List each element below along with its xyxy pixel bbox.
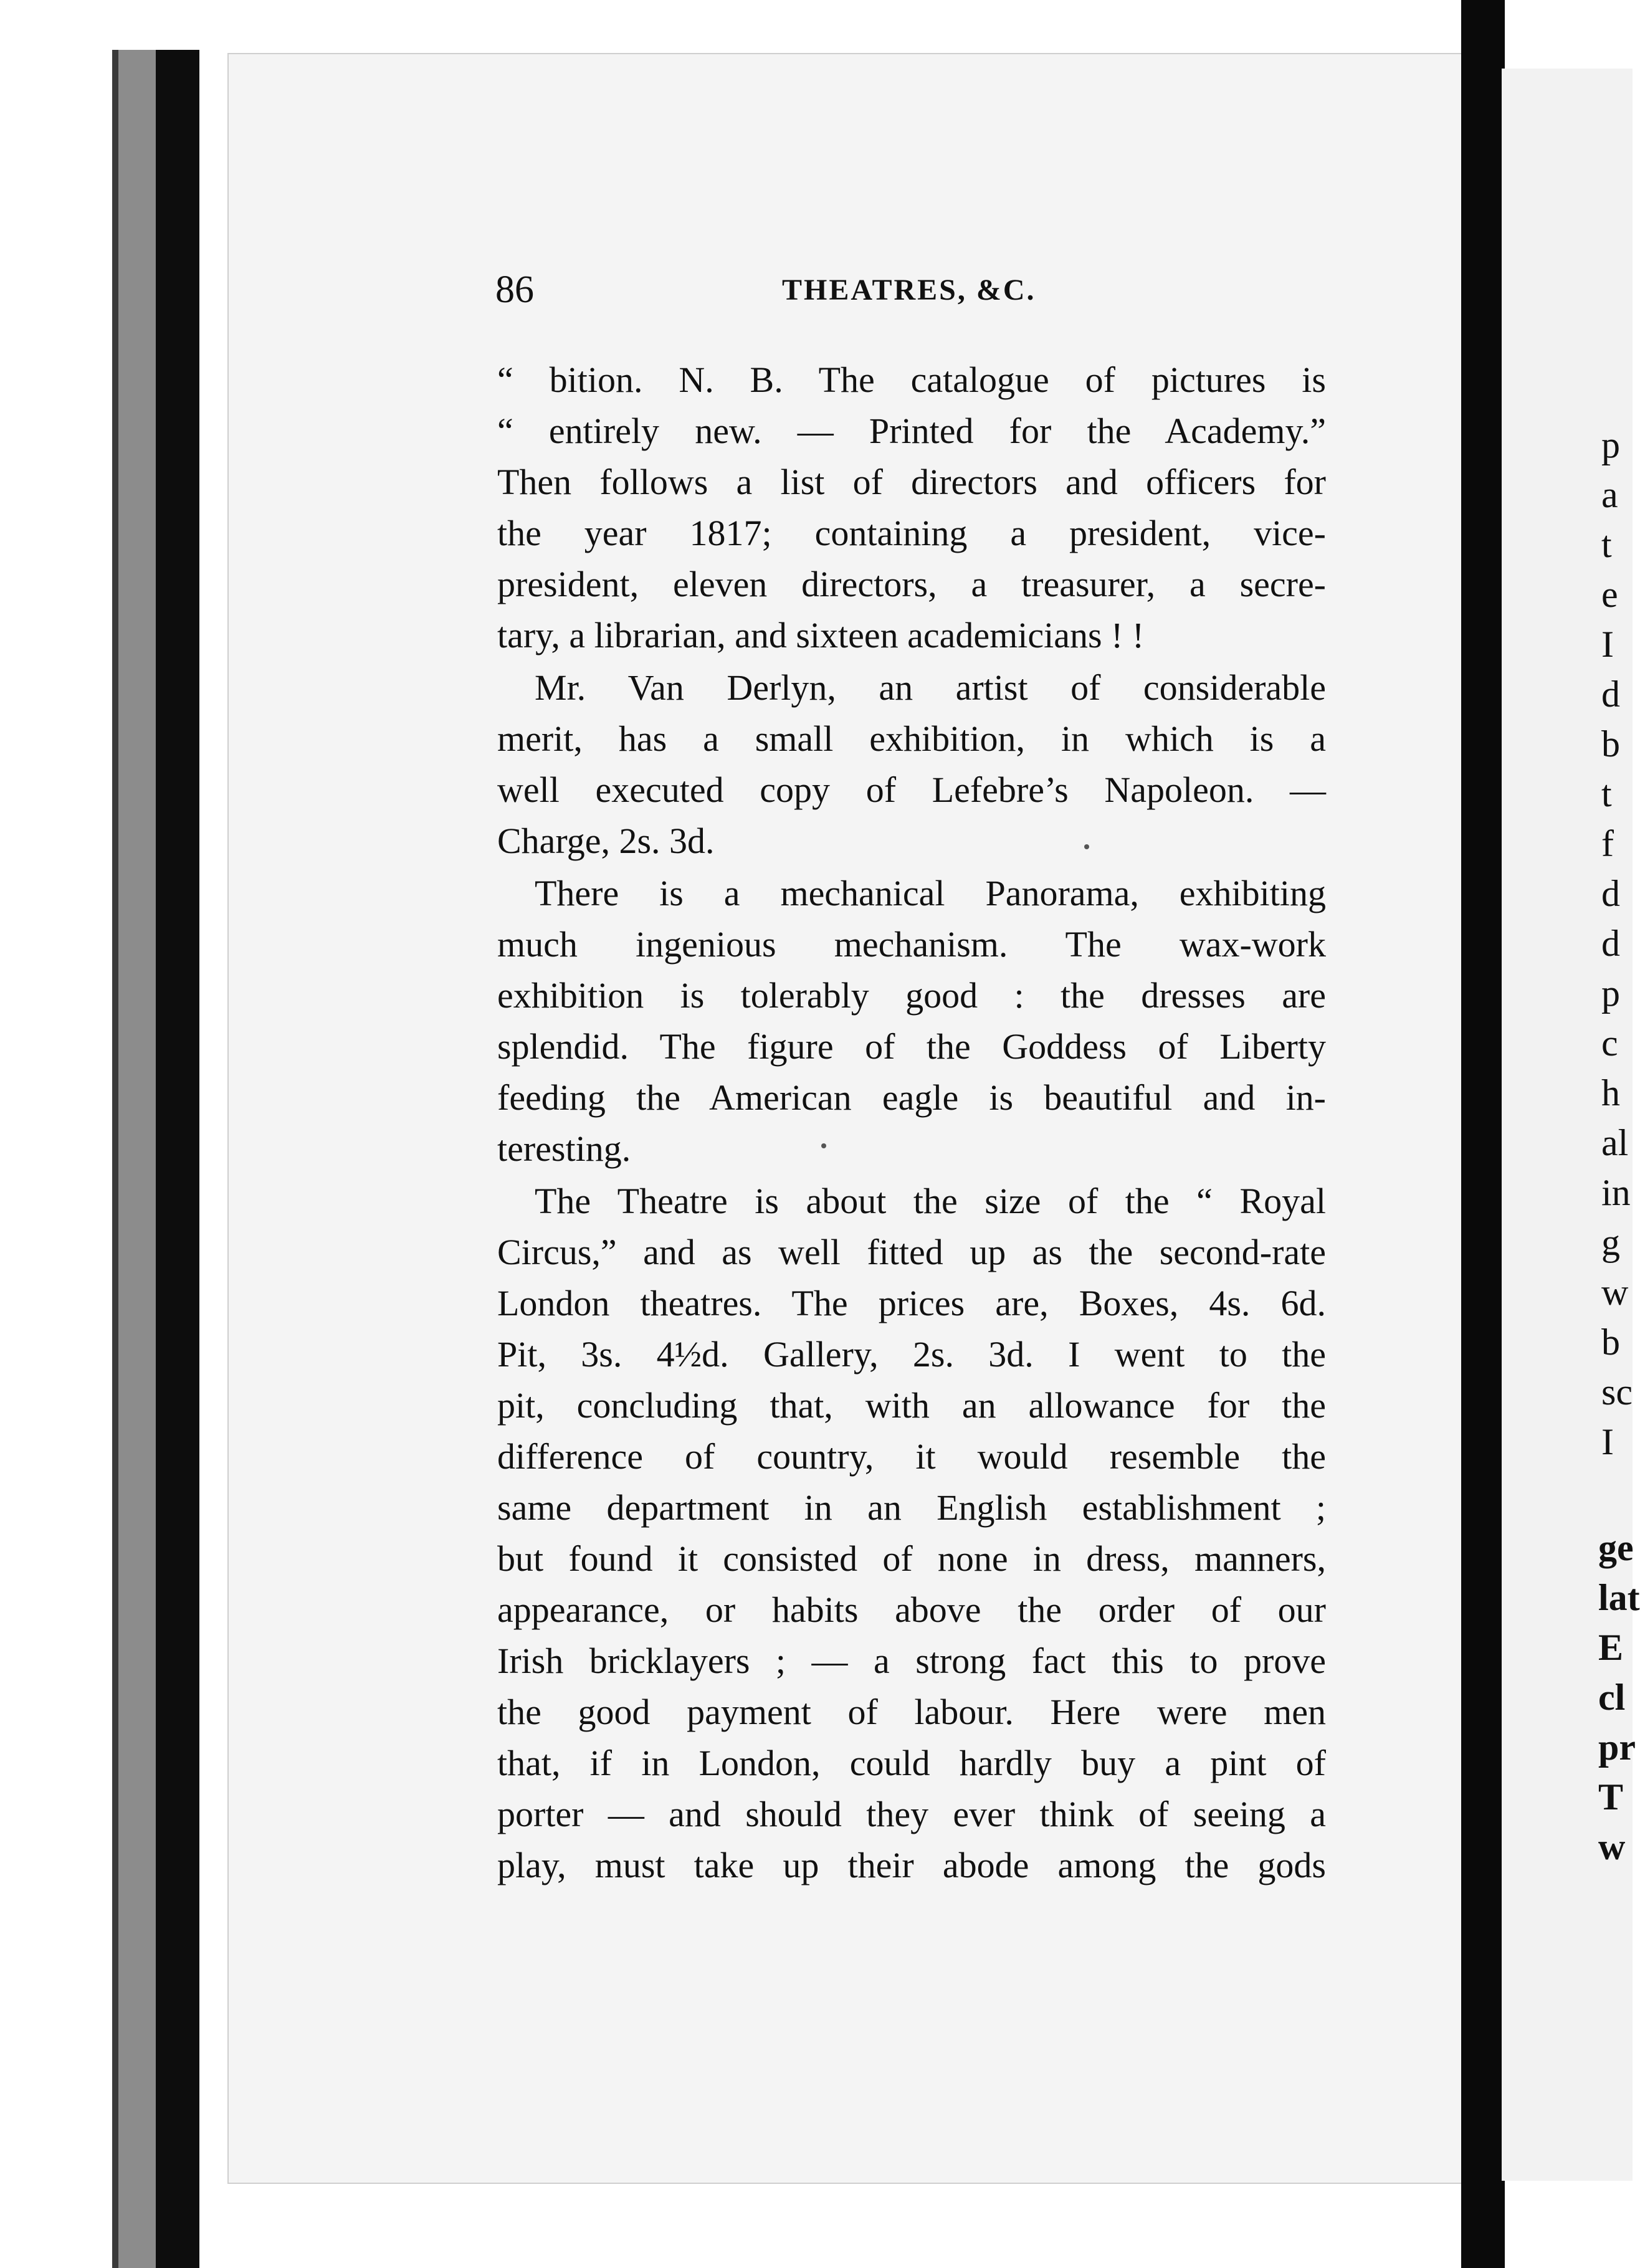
facing-page-fragment: T (1598, 1776, 1624, 1818)
text-line: exhibition is tolerably good : the dresses are (497, 975, 1326, 1016)
text-line: pit, concluding that, with an allowance for the (497, 1385, 1326, 1426)
facing-page-fragment: lat (1598, 1577, 1640, 1618)
facing-page-fragment: w (1601, 1272, 1629, 1313)
text-line: London theatres. The prices are, Boxes, 4s. 6d. (497, 1283, 1326, 1323)
facing-page-fragment: b (1601, 1322, 1620, 1363)
paragraph-start-line: Mr. Van Derlyn, an artist of considerable (535, 667, 1326, 708)
facing-page-fragment: b (1601, 723, 1620, 765)
paragraph-start-line: The Theatre is about the size of the “ Royal (535, 1181, 1326, 1221)
facing-page-fragment: d (1601, 873, 1620, 914)
facing-page-fragment: d (1601, 923, 1620, 964)
text-line: well executed copy of Lefebre’s Napoleon. — (497, 770, 1326, 810)
text-line: teresting. (497, 1128, 631, 1169)
text-line: president, eleven directors, a treasurer, a secre- (497, 564, 1326, 604)
text-line: porter — and should they ever think of seeing a (497, 1794, 1326, 1834)
facing-page-fragment: f (1601, 823, 1614, 864)
text-line: play, must take up their abode among the gods (497, 1845, 1326, 1885)
text-line: the year 1817; containing a president, vice- (497, 513, 1326, 553)
text-line: merit, has a small exhibition, in which is a (497, 718, 1326, 759)
text-line: much ingenious mechanism. The wax-work (497, 924, 1326, 965)
text-line: Then follows a list of directors and officers for (497, 462, 1326, 502)
left-binding-shadow (156, 50, 199, 2268)
page-header (495, 268, 1330, 318)
text-line: Irish bricklayers ; — a strong fact this to prove (497, 1641, 1326, 1681)
text-line: Charge, 2s. 3d. (497, 821, 715, 861)
facing-page-fragment: in (1601, 1172, 1631, 1213)
facing-page-fragment: pr (1598, 1727, 1636, 1768)
facing-page-fragment: a (1601, 474, 1618, 515)
facing-page-fragment: p (1601, 424, 1620, 465)
text-line: but found it consisted of none in dress, manners, (497, 1538, 1326, 1579)
facing-page-fragment: ge (1598, 1527, 1634, 1568)
text-line: same department in an English establishment ; (497, 1487, 1326, 1528)
running-head: THEATRES, &C. (782, 274, 1036, 307)
ink-speck (821, 1143, 826, 1148)
text-line: splendid. The figure of the Goddess of Liberty (497, 1026, 1326, 1067)
facing-page-fragment: al (1601, 1122, 1629, 1163)
facing-page-fragment: t (1601, 524, 1612, 565)
facing-page-fragment: e (1601, 574, 1618, 615)
text-line: tary, a librarian, and sixteen academicians ! ! (497, 615, 1145, 655)
text-line: appearance, or habits above the order of our (497, 1589, 1326, 1630)
text-line: difference of country, it would resemble the (497, 1436, 1326, 1477)
facing-page-fragment: d (1601, 674, 1620, 715)
text-line: that, if in London, could hardly buy a pint of (497, 1743, 1326, 1783)
facing-page-fragment: w (1598, 1826, 1626, 1867)
ink-speck (1084, 844, 1089, 849)
facing-page-fragment: g (1601, 1222, 1620, 1263)
facing-page-fragment: E (1598, 1627, 1624, 1668)
text-line: “ entirely new. — Printed for the Academy.” (497, 411, 1326, 451)
page-number: 86 (495, 269, 534, 311)
facing-page-fragment: cl (1598, 1677, 1626, 1718)
text-line: Pit, 3s. 4½d. Gallery, 2s. 3d. I went to the (497, 1334, 1326, 1375)
facing-page-fragment: c (1601, 1022, 1618, 1064)
facing-page-fragment: p (1601, 973, 1620, 1014)
text-line: the good payment of labour. Here were men (497, 1692, 1326, 1732)
facing-page-fragment: I (1601, 1421, 1614, 1462)
facing-page-fragment: h (1601, 1072, 1620, 1113)
facing-page-fragment: sc (1601, 1371, 1633, 1413)
center-gutter (1461, 0, 1505, 2268)
text-line: feeding the American eagle is beautiful and in- (497, 1077, 1326, 1118)
paragraph-start-line: There is a mechanical Panorama, exhibiting (535, 873, 1326, 913)
facing-page-fragment: t (1601, 773, 1612, 814)
facing-page-fragment: I (1601, 624, 1614, 665)
text-line: Circus,” and as well fitted up as the second-rate (497, 1232, 1326, 1272)
text-line: “ bition. N. B. The catalogue of pictures is (497, 360, 1326, 400)
